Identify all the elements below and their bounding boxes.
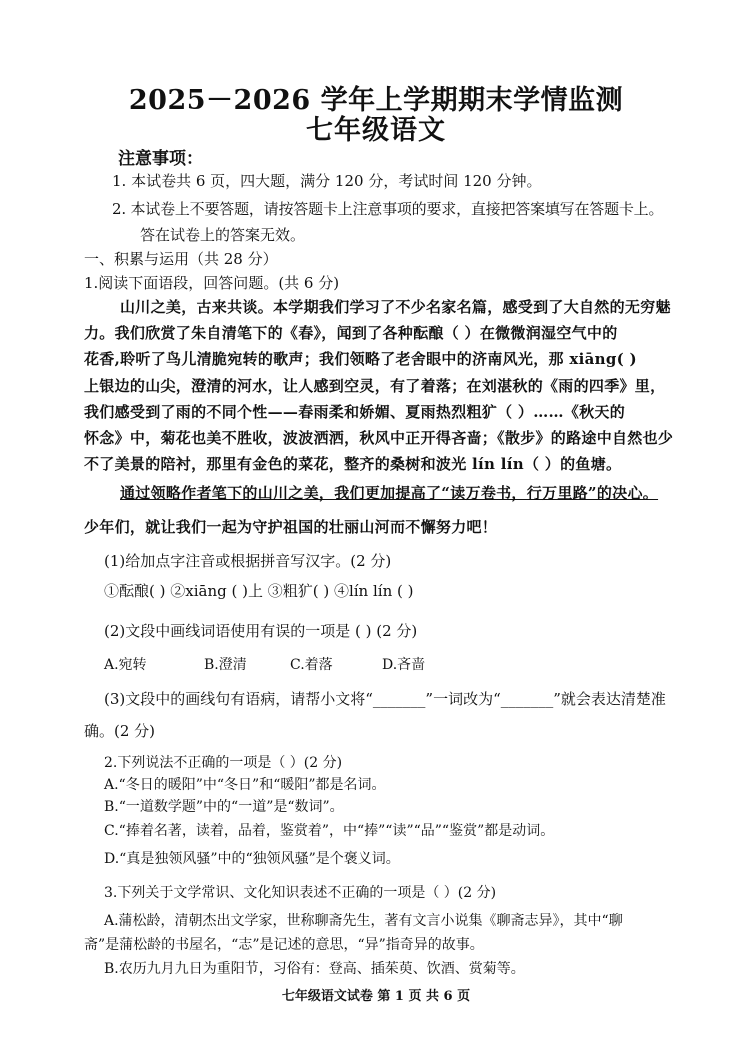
notice-item-1: 1. 本试卷共 6 页，四大题，满分 120 分，考试时间 120 分钟。 (112, 172, 542, 190)
passage-line-3: 花香,聆听了鸟儿清脆宛转的歌声；我们领略了老舍眼中的济南风光，那 xiāng( ) (84, 350, 637, 368)
question-1-3: (3)文段中的画线句有语病，请帮小文将“_______”一词改为“_______”就会表达清楚准 (104, 690, 666, 708)
notice-heading: 注意事项： (118, 149, 203, 169)
passage-line-8-underlined: 通过领略作者笔下的山川之美，我们更加提高了“读万卷书，行万里路”的决心。 (120, 484, 659, 502)
option-b: B.澄清 (204, 657, 247, 673)
notice-item-2: 2. 本试卷上不要答题，请按答题卡上注意事项的要求，直接把答案填写在答题卡上。 (112, 200, 664, 218)
question-3-option-b: B.农历九月九日为重阳节，习俗有：登高、插茱萸、饮酒、赏菊等。 (104, 961, 525, 977)
question-1-1-items: ①酝酿( ) ②xiāng ( )上 ③粗犷( ) ④lín lín ( ) (104, 582, 414, 600)
option-d: D.吝啬 (382, 657, 426, 673)
question-2-stem: 2.下列说法不正确的一项是（ ）(2 分) (104, 755, 343, 771)
passage-line-5: 我们感受到了雨的不同个性——春雨柔和娇媚、夏雨热烈粗犷（ ）……《秋天的 (84, 403, 626, 421)
passage-line-2: 力。我们欣赏了朱自清笔下的《春》，闻到了各种酝酿（ ）在微微润湿空气中的 (84, 324, 618, 342)
passage-line-4: 上银边的山尖，澄清的河水，让人感到空灵，有了着落；在刘湛秋的《雨的四季》里， (84, 377, 666, 395)
exam-title: 2025－2026 学年上学期期末学情监测 (128, 85, 624, 116)
question-1-2: (2)文段中画线词语使用有误的一项是 ( ) (2 分) (104, 622, 418, 640)
section-heading: 一、积累与运用（共 28 分） (84, 250, 278, 268)
passage-line-6: 怀念》中，菊花也美不胜收，波波洒洒，秋风中正开得吝啬；《散步》的路途中自然也少 (84, 429, 674, 447)
question-1-stem: 1.阅读下面语段，回答问题。(共 6 分) (84, 274, 340, 292)
question-1-1: (1)给加点字注音或根据拼音写汉字。(2 分) (104, 552, 392, 570)
question-3-stem: 3.下列关于文学常识、文化知识表述不正确的一项是（ ）(2 分) (104, 885, 497, 901)
option-a: A.宛转 (104, 657, 147, 673)
question-2-option-d: D.“真是独领风骚”中的“独领风骚”是个褒义词。 (104, 851, 400, 867)
question-3-option-a: A.蒲松龄，清朝杰出文学家，世称聊斋先生，著有文言小说集《聊斋志异》，其中“聊 (104, 913, 623, 929)
option-c: C.着落 (290, 657, 333, 673)
question-2-option-a: A.“冬日的暖阳”中“冬日”和“暖阳”都是名词。 (104, 777, 386, 793)
question-2-option-b: B.“一道数学题”中的“一道”是“数词”。 (104, 799, 344, 815)
question-1-3-cont: 确。(2 分) (84, 722, 156, 740)
question-2-option-c: C.“捧着名著，读着，品着，鉴赏着”，中“捧”“读”“品”“鉴赏”都是动词。 (104, 823, 555, 839)
notice-item-2-cont: 答在试卷上的答案无效。 (140, 226, 306, 244)
question-3-option-a-cont: 斋”是蒲松龄的书屋名，“志”是记述的意思，“异”指奇异的故事。 (84, 937, 484, 953)
page-footer: 七年级语文试卷 第 1 页 共 6 页 (281, 989, 471, 1004)
passage-line-1: 山川之美，古来共谈。本学期我们学习了不少名家名篇，感受到了大自然的无穷魅 (120, 298, 671, 316)
exam-subtitle: 七年级语文 (306, 115, 446, 146)
passage-line-9: 少年们，就让我们一起为守护祖国的壮丽山河而不懈努力吧！ (84, 518, 498, 536)
passage-line-7: 不了美景的陪衬，那里有金色的菜花，整齐的桑树和波光 lín lín（ ）的鱼塘。 (84, 455, 622, 473)
